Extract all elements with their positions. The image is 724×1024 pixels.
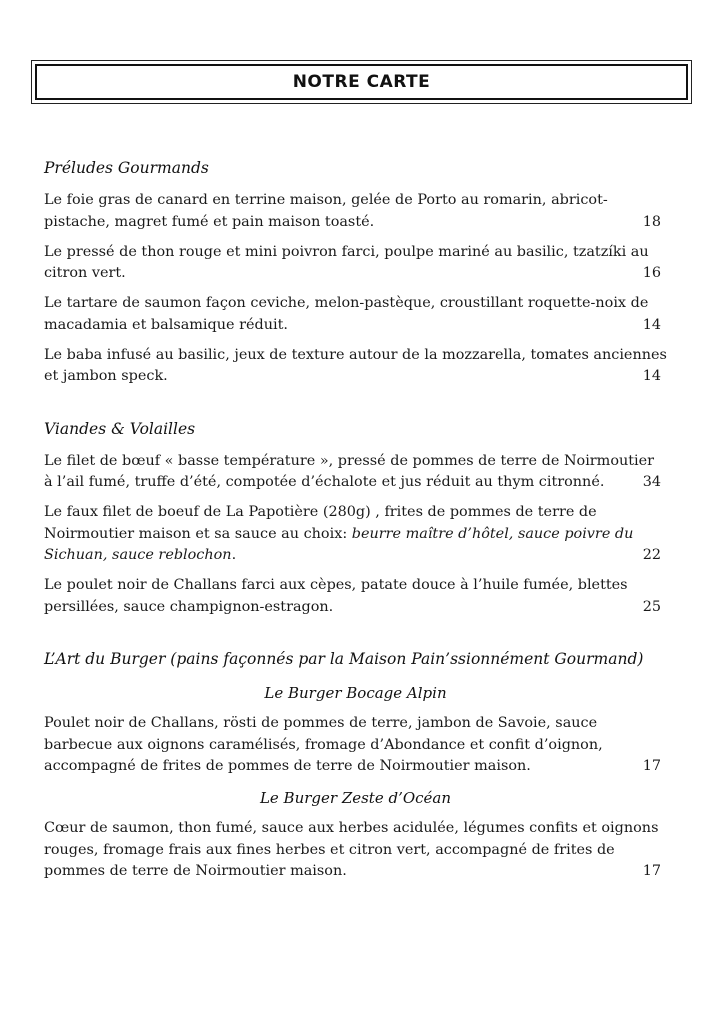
dish-price: 34	[642, 474, 661, 490]
dish-item	[44, 345, 667, 388]
dish-item	[44, 713, 667, 778]
dish-description: Le poulet noir de Challans farci aux cèpes, patate douce à l’huile fumée, blettes persillées, sauce champignon-estragon.	[44, 577, 628, 615]
dish-price: 18	[642, 213, 661, 230]
burger-name: Le Burger Bocage Alpin	[264, 684, 447, 702]
section-title: Préludes Gourmands	[44, 159, 209, 177]
dish-item	[44, 190, 667, 233]
dish-description	[44, 502, 667, 567]
dish-price: 22	[642, 547, 661, 563]
dish-item	[44, 293, 667, 336]
dish-price: 14	[642, 368, 661, 384]
section-viandes	[44, 417, 667, 619]
dish-description: Le filet de bœuf « basse température », pressé de pommes de terre de Noirmoutier à l’ail fumé, truffe d’été, compotée d’échalote et jus réduit au thym citronné.	[44, 452, 655, 490]
dish-price: 16	[642, 265, 661, 281]
dish-price: 17	[642, 758, 661, 774]
dish-description-main: Le faux filet de boeuf de La Papotière (280g) , frites de pommes de terre de Noirmoutier maison et sa sauce au choix:	[44, 504, 597, 542]
menu-content	[44, 156, 667, 891]
dish-list	[44, 190, 667, 388]
dish-price: 14	[642, 316, 661, 333]
section-preludes	[44, 156, 667, 388]
section-title: Viandes & Volailles	[44, 419, 196, 438]
dish-item	[44, 818, 667, 883]
burger-name: Le Burger Zeste d’Océan	[259, 789, 452, 807]
dish-item	[44, 502, 667, 567]
dish-description: Poulet noir de Challans, rösti de pommes de terre, jambon de Savoie, sauce barbecue aux oignons caramélisés, fromage d’Abondance et confit d’oignon, accompagné de frites de pommes de terre de Noirmoutier maison.	[44, 715, 603, 774]
dish-item	[44, 242, 667, 285]
section-burgers	[44, 647, 667, 883]
dish-price: 17	[642, 863, 661, 879]
dish-item	[44, 575, 667, 618]
dish-item	[44, 451, 667, 494]
dish-description: Le tartare de saumon façon ceviche, melon-pastèque, croustillant roquette-noix de macadamia et balsamique réduit.	[44, 295, 649, 333]
dish-description: Le foie gras de canard en terrine maison, gelée de Porto au romarin, abricot-pistache, magret fumé et pain maison toasté.	[44, 192, 608, 230]
dish-price: 25	[642, 598, 661, 615]
dish-description-tail: .	[231, 547, 237, 563]
dish-description: Cœur de saumon, thon fumé, sauce aux herbes acidulée, légumes confits et oignons rouges, fromage frais aux fines herbes et citron vert, accompagné de frites de pommes de terre de Noirmoutier maison.	[44, 820, 659, 879]
dish-description: Le pressé de thon rouge et mini poivron farci, poulpe mariné au basilic, tzatzíki au citron vert.	[44, 243, 649, 281]
dish-list	[44, 451, 667, 619]
section-title: L’Art du Burger (pains façonnés par la Maison Pain’ssionnément Gourmand)	[44, 650, 644, 668]
menu-title-inner-frame	[35, 64, 688, 100]
dish-description: Le baba infusé au basilic, jeux de texture autour de la mozzarella, tomates anciennes et jambon speck.	[44, 346, 667, 384]
menu-title-frame	[31, 60, 692, 104]
dish-sauce-options: beurre maître d’hôtel, sauce poivre du Sichuan, sauce reblochon	[44, 525, 634, 563]
menu-title: NOTRE CARTE	[292, 72, 431, 92]
